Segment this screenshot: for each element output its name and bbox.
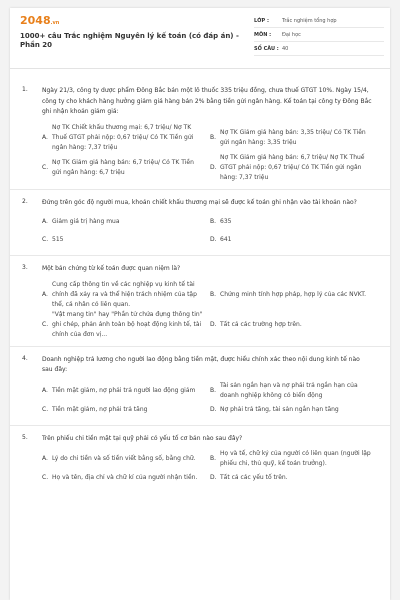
meta-label: MÔN : xyxy=(254,31,272,38)
option-letter: D. xyxy=(210,163,217,171)
site-logo[interactable] xyxy=(20,14,59,27)
question-list xyxy=(10,86,390,493)
option-a[interactable] xyxy=(42,123,204,153)
option-text: Tất cả các yếu tố trên. xyxy=(220,474,288,481)
option-text: Giảm giá trị hàng mua xyxy=(52,218,120,225)
question-number: 5. xyxy=(22,433,28,441)
option-text: Họ và tế, chữ ký của người có liên quan (người lập phiếu chi, thủ quỹ, kế toán trưởng). xyxy=(220,450,371,467)
meta-table xyxy=(254,14,384,56)
option-text: Nợ phải trả tăng, tài sản ngắn hạn tăng xyxy=(220,405,339,413)
option-text: "Vật mang tin" hay "Phần tử chứa đựng thông tin" ghi chép, phản ánh toàn bộ hoạt động kinh tế, tài chính của đơn vị... xyxy=(52,310,203,338)
option-letter: A. xyxy=(42,218,48,225)
option-text: Lý do chi tiền và số tiền viết bằng số, bằng chữ. xyxy=(52,455,196,462)
meta-label: SỐ CÂU : xyxy=(254,45,279,52)
option-letter: C. xyxy=(42,236,49,243)
option-letter: C. xyxy=(42,320,49,328)
option-b[interactable] xyxy=(210,280,372,310)
meta-value: 40 xyxy=(282,45,289,52)
option-d[interactable] xyxy=(210,401,372,419)
option-c[interactable] xyxy=(42,310,204,340)
option-a[interactable] xyxy=(42,280,204,310)
option-a[interactable] xyxy=(42,449,204,469)
question-item xyxy=(10,86,390,190)
option-letter: D. xyxy=(210,236,217,243)
option-text: 515 xyxy=(52,236,64,243)
option-d[interactable] xyxy=(210,469,372,487)
question-number: 4. xyxy=(22,354,28,362)
option-grid xyxy=(42,118,372,189)
option-letter: B. xyxy=(210,290,217,298)
option-letter: A. xyxy=(42,290,48,298)
question-item xyxy=(10,426,390,494)
question-item xyxy=(10,347,390,426)
option-d[interactable] xyxy=(210,231,372,249)
meta-row-class xyxy=(254,14,384,28)
option-text: Chứng minh tính hợp pháp, hợp lý của các NVKT. xyxy=(220,290,367,298)
option-text: Nợ TK Giảm giá hàng bán: 6,7 triệu/ Nợ TK Thuế GTGT phải nộp: 0,67 triệu/ Có TK Tiền gửi ngân hàng: 7,37 triệu xyxy=(220,153,365,181)
option-text: Họ và tên, địa chỉ và chữ kí của người nhận tiền. xyxy=(52,474,198,481)
option-letter: A. xyxy=(42,455,48,462)
page-header xyxy=(10,8,390,69)
option-c[interactable] xyxy=(42,401,204,419)
question-text: Doanh nghiệp trả lương cho người lao động bằng tiền mặt, được hiểu chính xác theo nội dung kinh tế nào sau đây: xyxy=(42,355,360,373)
question-number: 3. xyxy=(22,264,28,271)
logo-suffix: .vn xyxy=(50,20,60,26)
option-text: Cung cấp thông tin về các nghiệp vụ kinh tế tài chính đã xảy ra và thể hiện trách nhiệm của tập thể, cá nhân có liên quan. xyxy=(52,280,197,308)
option-letter: A. xyxy=(42,386,48,394)
meta-label: LỚP : xyxy=(254,17,269,24)
option-b[interactable] xyxy=(210,381,372,401)
option-letter: B. xyxy=(210,133,217,141)
option-grid xyxy=(42,208,372,255)
question-text: Ngày 21/3, công ty dược phẩm Đông Bắc bán một lô thuốc 335 triệu đồng, chưa thuế GTGT 10%. Ngày 15/4, công ty cho khách hàng hưởng giảm giá hàng bán 2% bằng tiền gửi ngân hàng. Kế toán tại công ty Đông Bắc ghi nhận khoản giảm giá: xyxy=(42,87,372,115)
question-text: Đứng trên góc độ người mua, khoản chiết khấu thương mại sẽ được kế toán ghi nhận vào tài khoản nào? xyxy=(42,198,357,206)
option-text: 635 xyxy=(220,218,232,225)
option-d[interactable] xyxy=(210,153,372,183)
option-letter: D. xyxy=(210,474,217,481)
question-number: 1. xyxy=(22,86,28,93)
logo-main: 2048 xyxy=(20,14,51,27)
option-letter: D. xyxy=(210,405,217,413)
option-c[interactable] xyxy=(42,231,204,249)
option-letter: D. xyxy=(210,320,217,328)
question-text: Trên phiếu chi tiền mặt tại quỹ phải có yếu tố cơ bản nào sau đây? xyxy=(42,434,243,442)
option-text: Nợ TK Giảm giá hàng bán: 3,35 triệu/ Có TK Tiền gửi ngân hàng: 3,35 triệu xyxy=(220,128,366,146)
option-text: Tài sản ngắn hạn và nợ phải trả ngắn hạn của doanh nghiệp không có biến động xyxy=(220,381,358,399)
meta-value: Trắc nghiệm tổng hợp xyxy=(282,17,337,24)
meta-row-subject xyxy=(254,28,384,42)
option-c[interactable] xyxy=(42,469,204,487)
option-b[interactable] xyxy=(210,123,372,153)
option-letter: B. xyxy=(210,455,217,462)
worksheet-page xyxy=(10,8,390,600)
question-number: 2. xyxy=(22,197,28,205)
option-letter: C. xyxy=(42,405,49,413)
option-grid xyxy=(42,376,372,425)
option-grid xyxy=(42,444,372,493)
option-text: Nợ TK Giảm giá hàng bán: 6,7 triệu/ Có TK Tiền gửi ngân hàng: 6,7 triệu xyxy=(52,158,194,176)
option-text: Tiền mặt giảm, nợ phải trả tăng xyxy=(52,405,148,413)
option-text: Nợ TK Chiết khấu thương mại: 6,7 triệu/ Nợ TK Thuế GTGT phải nộp: 0,67 triệu/ Có TK Tiền gửi ngân hàng: 7,37 triệu xyxy=(52,123,194,151)
question-item xyxy=(10,190,390,257)
option-b[interactable] xyxy=(210,449,372,469)
meta-row-count xyxy=(254,42,384,56)
option-a[interactable] xyxy=(42,213,204,231)
page-title: 1000+ câu Trắc nghiệm Nguyên lý kế toán (có đáp án) - Phần 20 xyxy=(20,32,239,49)
option-text: 641 xyxy=(220,236,232,243)
option-letter: A. xyxy=(42,133,48,141)
option-text: Tất cả các trường hợp trên. xyxy=(220,320,302,328)
option-c[interactable] xyxy=(42,153,204,183)
option-grid xyxy=(42,275,372,346)
option-letter: B. xyxy=(210,218,217,225)
question-item xyxy=(10,256,390,347)
meta-value: Đại học xyxy=(282,31,301,38)
option-letter: C. xyxy=(42,163,49,171)
option-letter: C. xyxy=(42,474,49,481)
option-d[interactable] xyxy=(210,310,372,340)
option-b[interactable] xyxy=(210,213,372,231)
option-a[interactable] xyxy=(42,381,204,401)
option-text: Tiền mặt giảm, nợ phải trả người lao động giảm xyxy=(52,386,196,394)
question-text: Một bản chứng từ kế toán được quan niệm là? xyxy=(42,265,181,272)
option-letter: B. xyxy=(210,386,217,394)
